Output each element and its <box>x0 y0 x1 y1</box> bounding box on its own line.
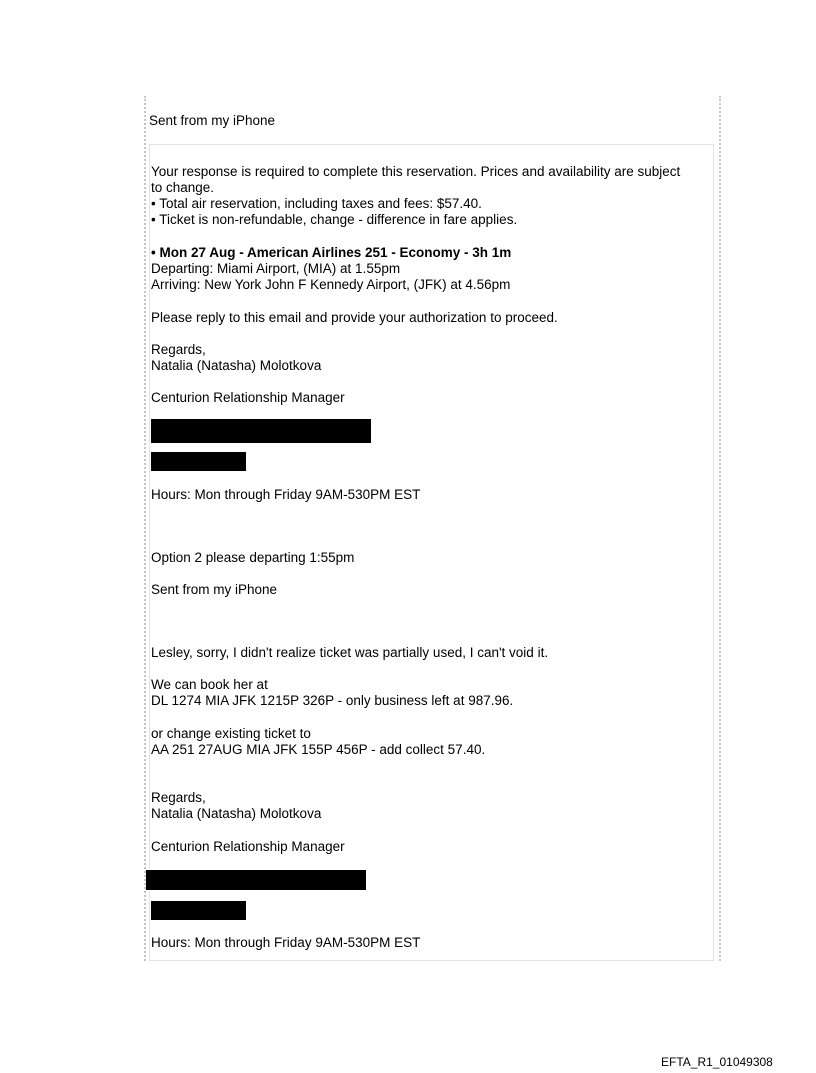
regards-line: Regards, <box>151 342 206 357</box>
earlier-line-2: We can book her at <box>151 677 268 692</box>
arriving-line: Arriving: New York John F Kennedy Airport, (JFK) at 4.56pm <box>151 277 511 292</box>
reservation-intro-line-1: Your response is required to complete this reservation. Prices and availability are subject <box>151 164 681 179</box>
earlier-line-3: DL 1274 MIA JFK 1215P 326P - only business left at 987.96. <box>151 693 514 708</box>
earlier-signature-name: Natalia (Natasha) Molotkova <box>151 806 322 821</box>
signature-name: Natalia (Natasha) Molotkova <box>151 358 322 373</box>
earlier-hours-line: Hours: Mon through Friday 9AM-530PM EST <box>151 935 421 950</box>
earlier-line-4: or change existing ticket to <box>151 726 311 741</box>
redaction-bar <box>151 419 371 443</box>
earlier-signature-title: Centurion Relationship Manager <box>151 839 345 854</box>
earlier-regards-line: Regards, <box>151 790 206 805</box>
reservation-intro-line-2: to change. <box>151 180 215 195</box>
earlier-line-1: Lesley, sorry, I didn't realize ticket was partially used, I can't void it. <box>151 645 549 660</box>
flight-heading: • Mon 27 Aug - American Airlines 251 - Economy - 3h 1m <box>151 245 512 260</box>
hours-line: Hours: Mon through Friday 9AM-530PM EST <box>151 487 421 502</box>
redaction-bar <box>146 870 366 890</box>
redaction-bar <box>151 901 246 920</box>
redaction-bar <box>151 452 246 471</box>
outer-sent-from-iphone: Sent from my iPhone <box>149 113 276 128</box>
bullet-total-price: • Total air reservation, including taxes and fees: $57.40. <box>151 196 482 211</box>
document-footer-id: EFTA_R1_01049308 <box>661 1055 773 1069</box>
departing-line: Departing: Miami Airport, (MIA) at 1.55pm <box>151 261 401 276</box>
option-2-line: Option 2 please departing 1:55pm <box>151 550 355 565</box>
signature-title: Centurion Relationship Manager <box>151 390 345 405</box>
bullet-ticket-terms: • Ticket is non-refundable, change - difference in fare applies. <box>151 212 518 227</box>
reply-sent-from-iphone: Sent from my iPhone <box>151 582 278 597</box>
earlier-line-5: AA 251 27AUG MIA JFK 155P 456P - add collect 57.40. <box>151 742 486 757</box>
reply-authorization-line: Please reply to this email and provide your authorization to proceed. <box>151 310 558 325</box>
